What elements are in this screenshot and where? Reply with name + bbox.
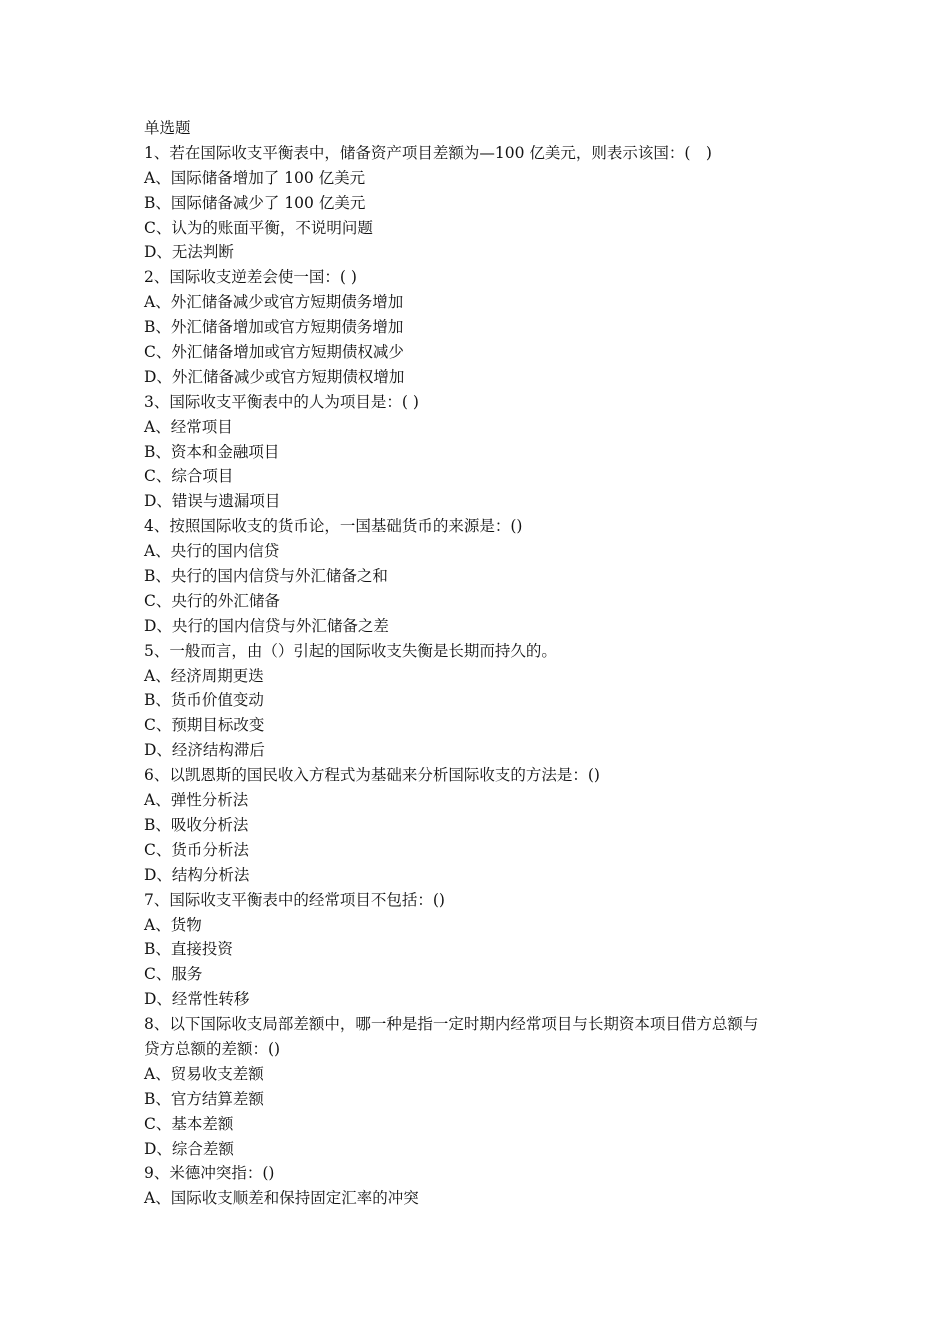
option-b: B、吸收分析法 [144, 815, 249, 834]
option-a: A、央行的国内信贷 [144, 542, 280, 561]
option-c: C、综合项目 [144, 467, 234, 486]
option-a: A、国际收支顺差和保持固定汇率的冲突 [144, 1189, 419, 1208]
question-4 [144, 514, 824, 638]
option-c: C、央行的外汇储备 [144, 591, 280, 610]
option-b: B、资本和金融项目 [144, 442, 280, 461]
option-a: A、经济周期更迭 [144, 666, 264, 685]
question-7 [144, 888, 824, 1012]
question-6 [144, 763, 824, 887]
question-text: 8、以下国际收支局部差额中，哪一种是指一定时期内经常项目与长期资本项目借方总额与 [144, 1015, 759, 1034]
option-d: D、综合差额 [144, 1139, 234, 1158]
option-c: C、货币分析法 [144, 840, 249, 859]
option-a: A、经常项目 [144, 417, 233, 436]
question-text: 7、国际收支平衡表中的经常项目不包括：() [144, 890, 445, 909]
option-c: C、基本差额 [144, 1114, 234, 1133]
question-2 [144, 265, 824, 389]
option-d: D、经常性转移 [144, 990, 250, 1009]
option-a: A、弹性分析法 [144, 791, 249, 810]
option-b: B、外汇储备增加或官方短期债务增加 [144, 318, 404, 337]
question-text: 2、国际收支逆差会使一国：( ) [144, 268, 357, 287]
question-3 [144, 390, 824, 514]
question-text: 5、一般而言，由（）引起的国际收支失衡是长期而持久的。 [144, 641, 557, 660]
option-c: C、认为的账面平衡，不说明问题 [144, 218, 373, 237]
option-d: D、外汇储备减少或官方短期债权增加 [144, 367, 405, 386]
question-5 [144, 639, 824, 763]
option-b: B、直接投资 [144, 940, 233, 959]
question-text: 1、若在国际收支平衡表中，储备资产项目差额为—100 亿美元，则表示该国：( ) [144, 143, 712, 162]
option-c: C、预期目标改变 [144, 716, 265, 735]
option-b: B、央行的国内信贷与外汇储备之和 [144, 567, 388, 586]
option-c: C、外汇储备增加或官方短期债权减少 [144, 343, 404, 362]
option-a: A、贸易收支差额 [144, 1064, 264, 1083]
question-1 [144, 141, 824, 265]
question-text: 9、米德冲突指：() [144, 1164, 275, 1183]
option-b: B、货币价值变动 [144, 691, 264, 710]
option-a: A、国际储备增加了 100 亿美元 [144, 168, 366, 187]
question-8 [144, 1012, 824, 1161]
question-9 [144, 1161, 824, 1211]
question-text: 4、按照国际收支的货币论，一国基础货币的来源是：() [144, 517, 523, 536]
option-d: D、央行的国内信贷与外汇储备之差 [144, 616, 389, 635]
option-b: B、官方结算差额 [144, 1089, 264, 1108]
option-d: D、结构分析法 [144, 865, 250, 884]
option-b: B、国际储备减少了 100 亿美元 [144, 193, 366, 212]
option-a: A、外汇储备减少或官方短期债务增加 [144, 293, 404, 312]
option-d: D、错误与遗漏项目 [144, 492, 281, 511]
question-text: 6、以凯恩斯的国民收入方程式为基础来分析国际收支的方法是：() [144, 766, 600, 785]
document-body [144, 116, 824, 1211]
option-d: D、经济结构滞后 [144, 741, 265, 760]
question-text-continued: 贷方总额的差额：() [144, 1039, 281, 1058]
question-text: 3、国际收支平衡表中的人为项目是：( ) [144, 392, 419, 411]
option-d: D、无法判断 [144, 243, 234, 262]
option-a: A、货物 [144, 915, 202, 934]
option-c: C、服务 [144, 965, 203, 984]
section-heading: 单选题 [144, 119, 191, 137]
